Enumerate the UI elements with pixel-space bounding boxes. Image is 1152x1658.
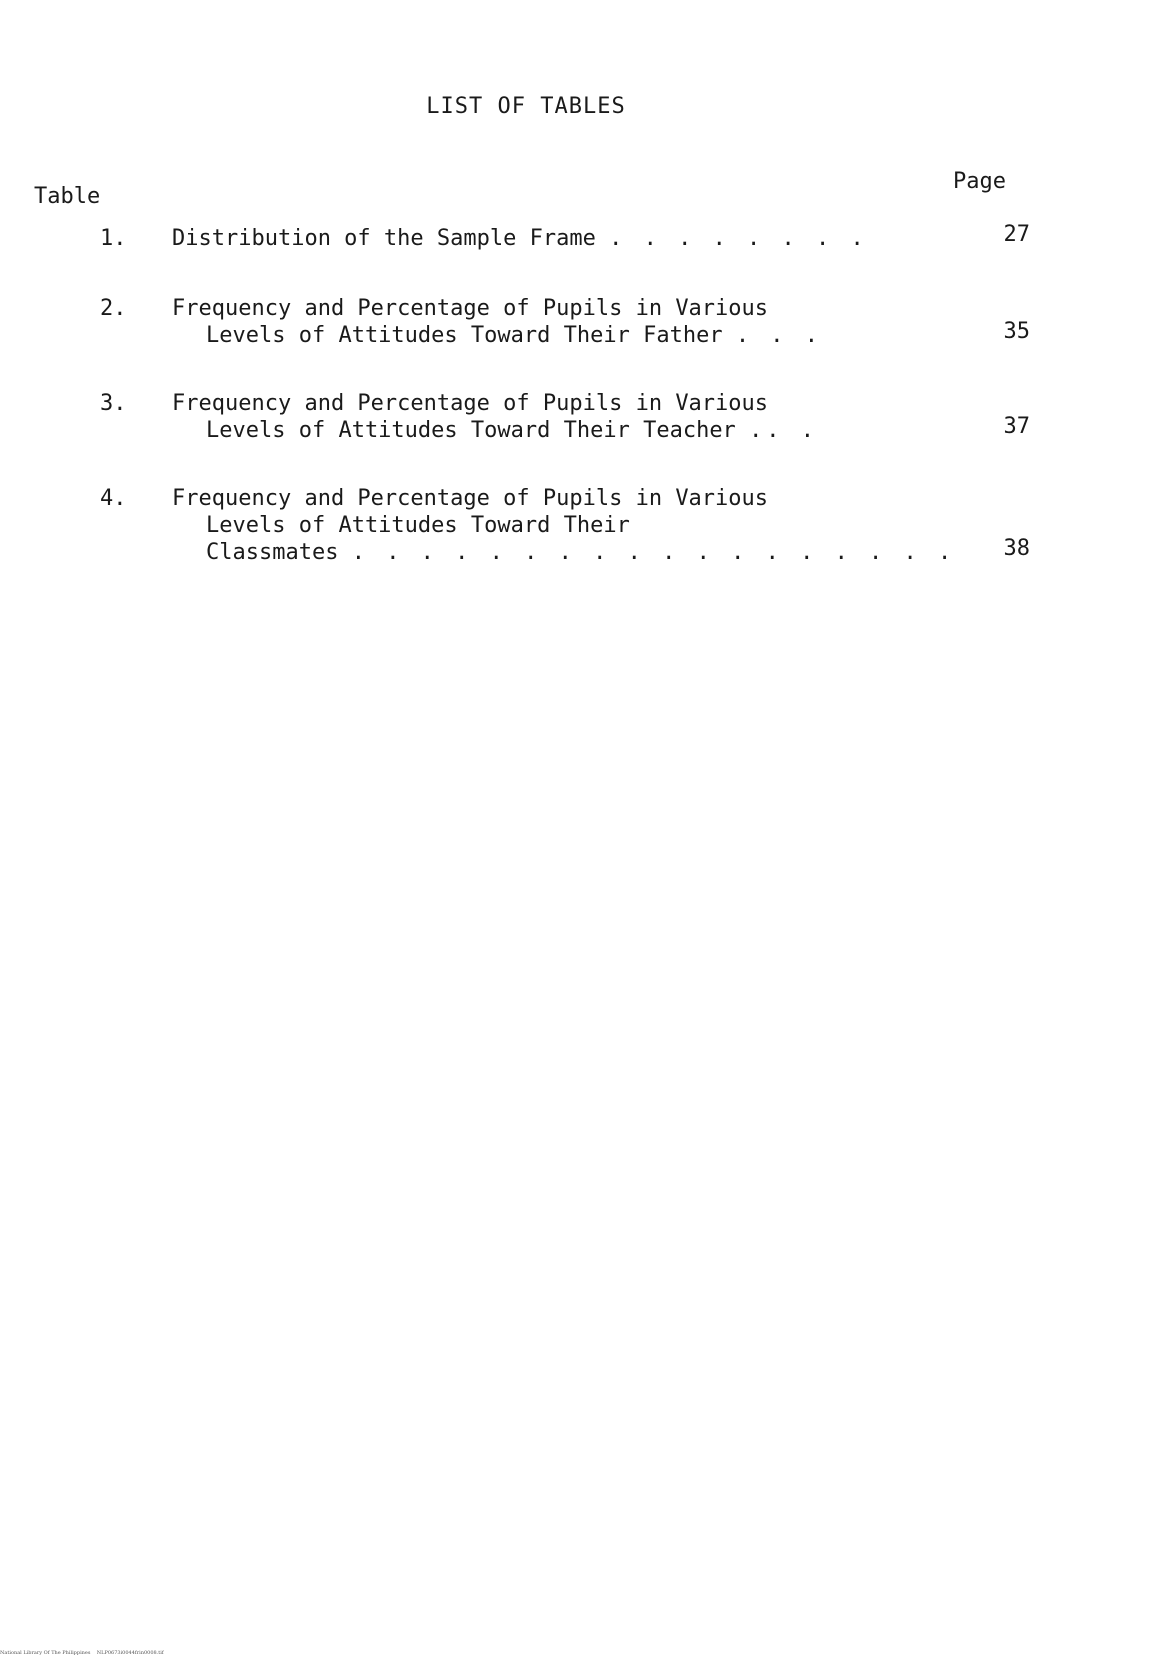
- table-entry-4: [100, 485, 1030, 566]
- table-entry-2: [100, 295, 1030, 349]
- entry-text: Levels of Attitudes Toward Their Father: [206, 323, 723, 348]
- entry-number: 4.: [100, 486, 127, 511]
- entry-page-number: 27: [1003, 222, 1030, 247]
- table-column-heading: Table: [34, 184, 101, 209]
- entry-line: Frequency and Percentage of Pupils in Various: [172, 391, 769, 416]
- page-title: LIST OF TABLES: [426, 94, 626, 119]
- entry-text: Distribution of the Sample Frame: [172, 226, 596, 251]
- dot-leader: .. .: [749, 418, 819, 443]
- entry-number: 3.: [100, 391, 127, 416]
- entry-line: [206, 417, 1030, 444]
- dot-leader: . . .: [735, 323, 823, 348]
- entry-page-number: 35: [1003, 319, 1030, 344]
- entry-line: Frequency and Percentage of Pupils in Various: [172, 296, 769, 321]
- scan-footer: National Library Of The Philippines NLP0673i0044frin0008.tif: [0, 1650, 164, 1656]
- table-entry-1: [100, 222, 1030, 252]
- entry-page-number: 37: [1003, 414, 1030, 439]
- entry-line: Levels of Attitudes Toward Their: [206, 513, 630, 538]
- table-entry-3: [100, 390, 1030, 444]
- dot-leader: . . . . . . . .: [609, 226, 868, 251]
- entry-number: 2.: [100, 296, 127, 321]
- entry-page-number: 38: [1003, 536, 1030, 561]
- dot-leader: . . . . . . . . . . . . . . . . . .: [351, 540, 956, 565]
- entry-line: [206, 539, 1030, 566]
- entry-line: [172, 225, 1030, 252]
- entry-text: Levels of Attitudes Toward Their Teacher: [206, 418, 736, 443]
- page-column-heading: Page: [953, 169, 1006, 194]
- entry-line: Frequency and Percentage of Pupils in Various: [172, 486, 769, 511]
- entry-line: [206, 322, 1030, 349]
- entry-text: Classmates: [206, 540, 339, 565]
- entry-number: 1.: [100, 226, 127, 251]
